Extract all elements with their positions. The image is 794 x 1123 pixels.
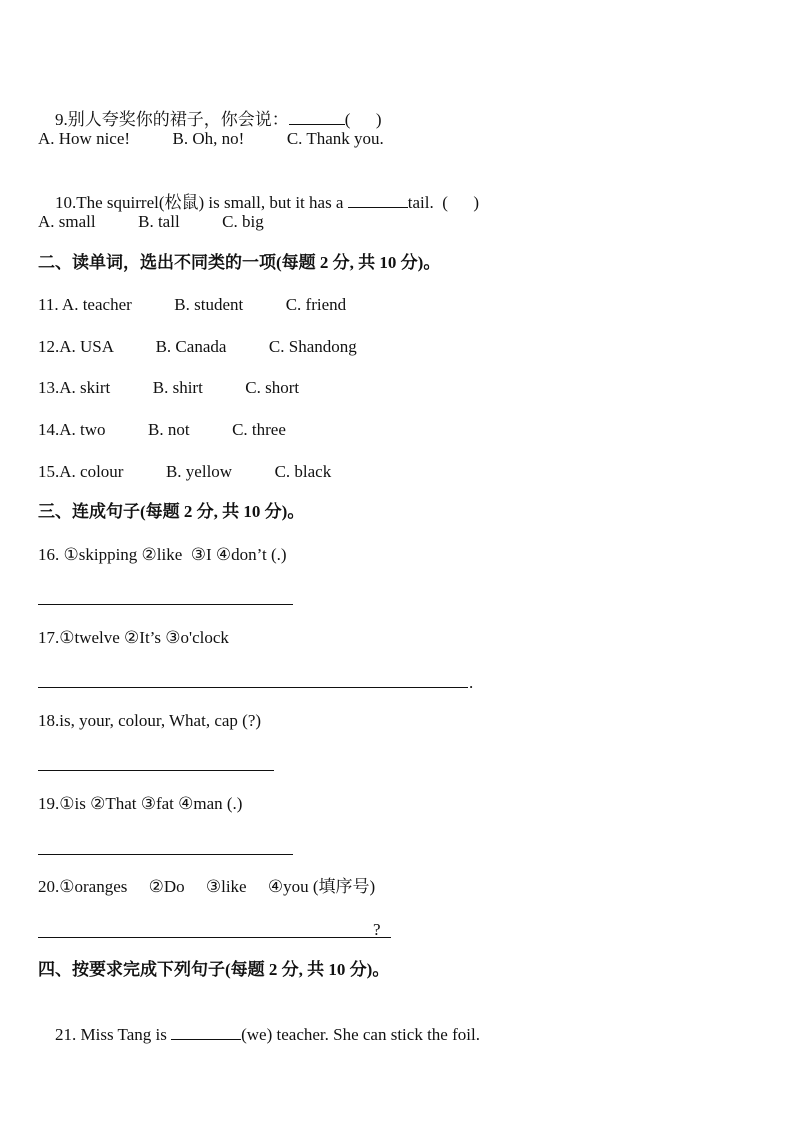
- question-15: 15.A. colour B. yellow C. black: [38, 462, 332, 481]
- question-14: 14.A. two B. not C. three: [38, 420, 286, 439]
- answer-line-16[interactable]: [38, 604, 293, 605]
- question-13: 13.A. skirt B. shirt C. short: [38, 378, 300, 397]
- question-9-paren: ( ): [344, 110, 382, 129]
- question-19: 19.①is ②That ③fat ④man (.): [38, 794, 243, 813]
- question-12: 12.A. USA B. Canada C. Shandong: [38, 337, 357, 356]
- section-4-title: 四、按要求完成下列句子(每题 2 分, 共 10 分)。: [38, 960, 390, 979]
- question-11: 11. A. teacher B. student C. friend: [38, 295, 347, 314]
- question-16: 16. ①skipping ②like ③I ④don’t (.): [38, 545, 287, 564]
- answer-blank[interactable]: [348, 191, 408, 208]
- question-21-stem: 21. Miss Tang is: [55, 1025, 172, 1044]
- question-9-options: A. How nice! B. Oh, no! C. Thank you.: [38, 129, 384, 148]
- answer-line-17-period: .: [469, 673, 474, 692]
- question-21: [38, 1001, 480, 1068]
- answer-line-19[interactable]: [38, 854, 293, 855]
- answer-blank[interactable]: [171, 1023, 241, 1040]
- answer-line-20[interactable]: [38, 937, 391, 938]
- question-17: 17.①twelve ②It’s ③o'clock: [38, 628, 229, 647]
- answer-blank[interactable]: [289, 108, 345, 125]
- section-3-title: 三、连成句子(每题 2 分, 共 10 分)。: [38, 502, 305, 521]
- question-21-stem-end: (we) teacher. She can stick the foil.: [241, 1025, 480, 1044]
- question-18: 18.is, your, colour, What, cap (?): [38, 711, 262, 730]
- question-10-stem-end: tail. ( ): [407, 193, 480, 212]
- answer-line-20-question-mark: ?: [373, 920, 381, 939]
- answer-line-17[interactable]: [38, 687, 468, 688]
- question-9-stem: 9.别人夸奖你的裙子，你会说：: [55, 110, 289, 129]
- question-10-options: A. small B. tall C. big: [38, 212, 264, 231]
- section-2-title: 二、读单词，选出不同类的一项(每题 2 分, 共 10 分)。: [38, 253, 441, 272]
- question-20: 20.①oranges ②Do ③like ④you (填序号): [38, 877, 376, 896]
- question-10-stem: 10.The squirrel(松鼠) is small, but it has a: [55, 193, 348, 212]
- answer-line-18[interactable]: [38, 770, 274, 771]
